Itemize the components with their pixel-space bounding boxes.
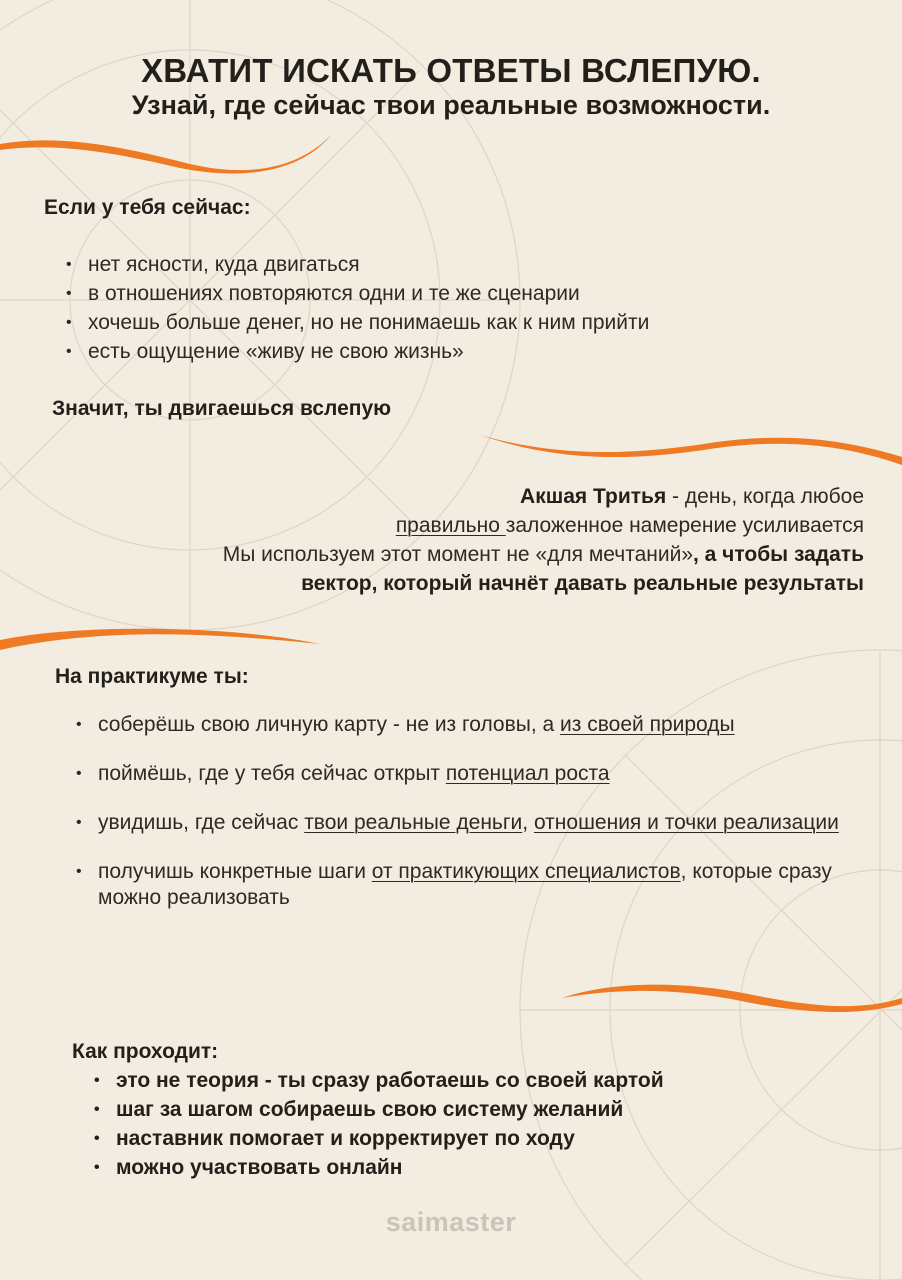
list-item: • соберёшь свою личную карту - не из головы, а из своей природы [76, 713, 735, 736]
bullet-icon: • [76, 863, 82, 880]
practice-list [66, 712, 856, 934]
list-item: • поймёшь, где у тебя сейчас открыт потенциал роста [76, 762, 610, 785]
section-if-list [56, 250, 876, 366]
list-item: • есть ощущение «живу не свою жизнь» [56, 337, 876, 366]
list-item: • можно участвовать онлайн [84, 1153, 864, 1182]
practice-heading: На практикуме ты: [55, 665, 249, 688]
list-item: • это не теория - ты сразу работаешь со своей картой [84, 1066, 864, 1095]
bullet-icon: • [94, 1130, 100, 1147]
akshaya-name: Акшая Тритья [520, 485, 667, 508]
section-if-heading: Если у тебя сейчас: [44, 196, 251, 219]
bullet-icon: • [94, 1072, 100, 1089]
list-item: • получишь конкретные шаги от практикующих специалистов, которые сразу можно реализовать [76, 860, 832, 909]
orange-swoosh-mid-right [470, 425, 902, 470]
how-heading: Как проходит: [72, 1040, 219, 1063]
bullet-icon: • [66, 343, 72, 360]
page-title: ХВАТИТ ИСКАТЬ ОТВЕТЫ ВСЛЕПУЮ. [141, 52, 761, 89]
bullet-icon: • [94, 1101, 100, 1118]
list-item: • нет ясности, куда двигаться [56, 250, 876, 279]
orange-swoosh-top-left [0, 128, 340, 178]
list-item: • наставник помогает и корректирует по ходу [84, 1124, 864, 1153]
watermark-logo: saimaster [385, 1207, 517, 1237]
list-item: • увидишь, где сейчас твои реальные деньги, отношения и точки реализации [76, 811, 839, 834]
page-subtitle: Узнай, где сейчас твои реальные возможности. [131, 90, 771, 120]
bullet-icon: • [66, 314, 72, 331]
how-list [84, 1066, 864, 1182]
list-item: • в отношениях повторяются одни и те же сценарии [56, 279, 876, 308]
bullet-icon: • [66, 256, 72, 273]
orange-swoosh-mid-left [0, 622, 330, 652]
akshaya-tritiya-block: Акшая Тритья - день, когда любое правильно заложенное намерение усиливается Мы используем этот момент не «для мечтаний», а чтобы задать вектор, который начнёт давать реальные результаты [222, 485, 864, 595]
orange-swoosh-bottom-right [558, 972, 902, 1017]
bullet-icon: • [76, 814, 82, 831]
bullet-icon: • [76, 765, 82, 782]
list-item: • шаг за шагом собираешь свою систему желаний [84, 1095, 864, 1124]
bullet-icon: • [94, 1159, 100, 1176]
bullet-icon: • [66, 285, 72, 302]
list-item: • хочешь больше денег, но не понимаешь как к ним прийти [56, 308, 876, 337]
section-if-conclusion: Значит, ты двигаешься вслепую [52, 397, 392, 420]
bullet-icon: • [76, 716, 82, 733]
